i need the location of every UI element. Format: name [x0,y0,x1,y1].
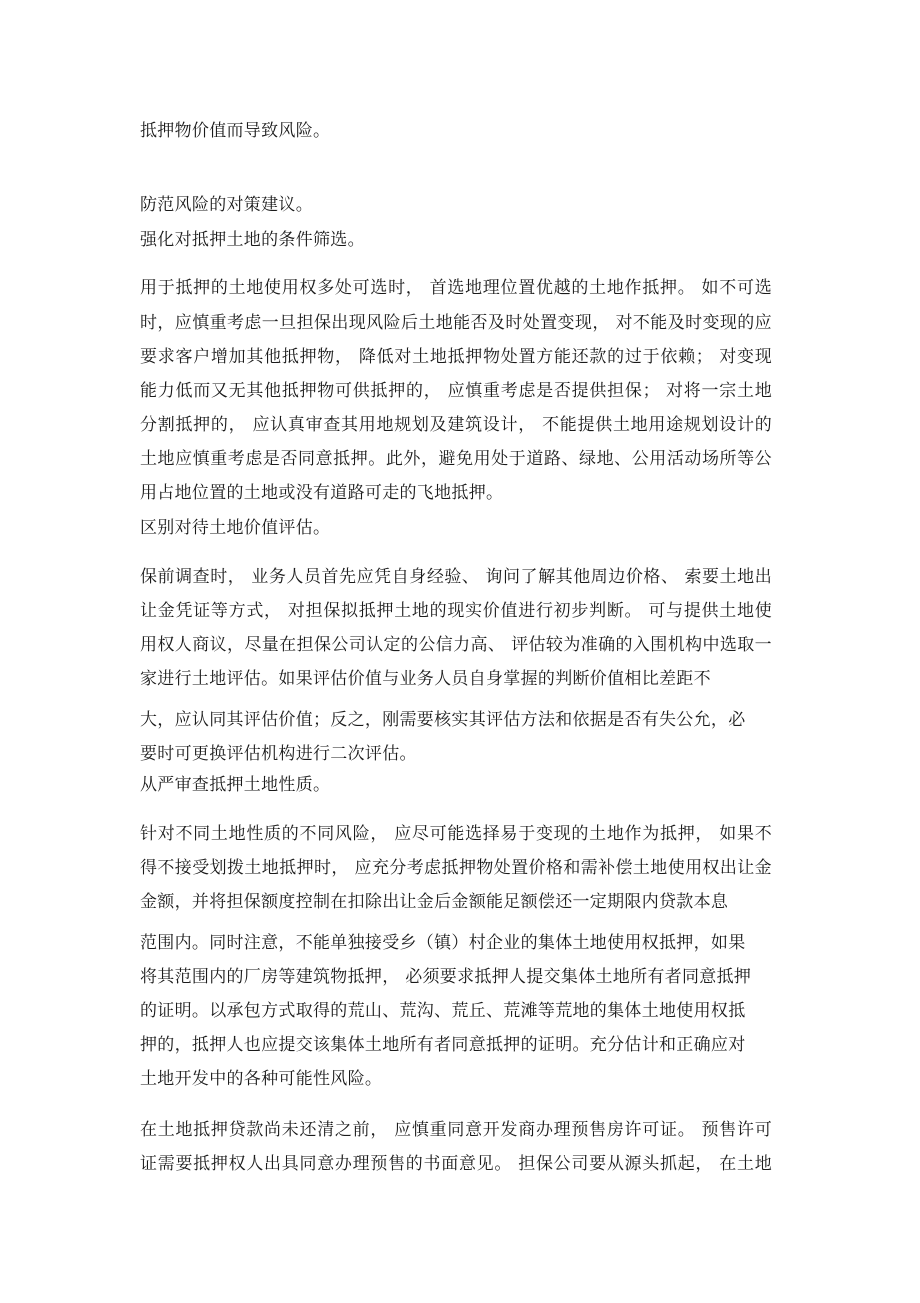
text-line: 土地应慎重考虑是否同意抵押。此外，避免用处于道路、绿地、公用活动场所等公 [140,449,772,469]
text-line: 证需要抵押权人出具同意办理预售的书面意见。 担保公司要从源头抓起， 在土地 [140,1154,772,1174]
text-line: 抵押物价值而导致风险。 [140,121,331,141]
text-line: 金额，并将担保额度控制在扣除出让金后金额能足额偿还一定期限内贷款本息 [140,892,729,912]
text-line: 让金凭证等方式， 对担保拟抵押土地的现实价值进行初步判断。 可与提供土地使 [140,601,772,621]
text-line: 用于抵押的土地使用权多处可选时， 首选地理位置优越的土地作抵押。 如不可选 [140,278,772,298]
text-line: 范围内。同时注意，不能单独接受乡（镇）村企业的集体土地使用权抵押，如果 [140,933,746,953]
text-line: 的证明。以承包方式取得的荒山、荒沟、荒丘、荒滩等荒地的集体土地使用权抵 [140,1001,746,1021]
text-line: 将其范围内的厂房等建筑物抵押， 必须要求抵押人提交集体土地所有者同意抵押 [140,967,752,987]
text-line: 时，应慎重考虑一旦担保出现风险后土地能否及时处置变现， 对不能及时变现的应 [140,313,772,333]
text-line: 针对不同土地性质的不同风险， 应尽可能选择易于变现的土地作为抵押， 如果不 [140,824,772,844]
subsection-heading: 区别对待土地价值评估。 [140,518,331,538]
text-line: 分割抵押的， 应认真审查其用地规划及建筑设计， 不能提供土地用途规划设计的 [140,415,772,435]
subsection-heading: 土地开发中的各种可能性风险。 [140,1069,383,1089]
text-line: 要求客户增加其他抵押物， 降低对土地抵押物处置方能还款的过于依赖； 对变现 [140,347,772,367]
text-line: 能力低而又无其他抵押物可供抵押的， 应慎重考虑是否提供担保； 对将一宗土地 [140,381,772,401]
text-line: 大，应认同其评估价值；反之，刚需要核实其评估方法和依据是否有失公允，必 [140,710,746,730]
subsection-heading: 强化对抵押土地的条件筛选。 [140,230,365,250]
text-line: 在土地抵押贷款尚未还清之前， 应慎重同意开发商办理预售房许可证。 预售许可 [140,1120,772,1140]
text-line: 要时可更换评估机构进行二次评估。 [140,744,417,764]
text-line: 用占地位置的土地或没有道路可走的飞地抵押。 [140,483,504,503]
text-line: 保前调查时， 业务人员首先应凭自身经验、 询问了解其他周边价格、 索要土地出 [140,567,772,587]
text-line: 用权人商议，尽量在担保公司认定的公信力高、 评估较为准确的入围机构中选取一 [140,635,772,655]
text-line: 押的，抵押人也应提交该集体土地所有者同意抵押的证明。充分估计和正确应对 [140,1035,746,1055]
text-line: 得不接受划拨土地抵押时， 应充分考虑抵押物处置价格和需补偿土地使用权出让金 [140,858,772,878]
subsection-heading: 从严审查抵押土地性质。 [140,775,331,795]
text-line: 家进行土地评估。如果评估价值与业务人员自身掌握的判断价值相比差距不 [140,669,711,689]
section-heading: 防范风险的对策建议。 [140,195,313,215]
